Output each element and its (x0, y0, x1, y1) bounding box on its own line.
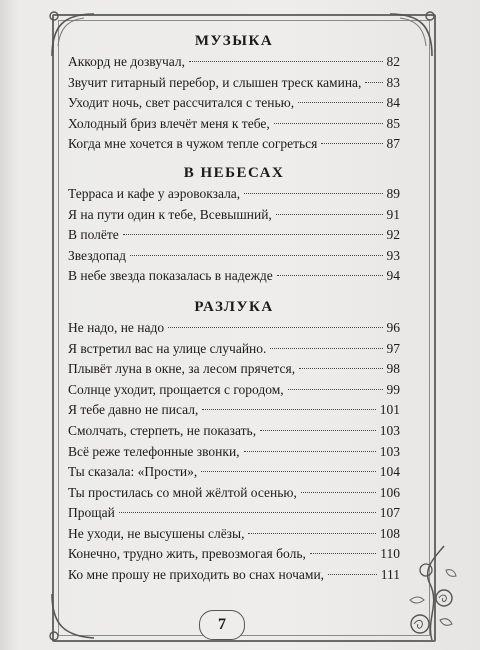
toc-entry-title: Я встретил вас на улице случайно. (68, 340, 267, 356)
toc-entry-page: 94 (386, 268, 400, 284)
dot-leader (288, 389, 383, 390)
dot-leader (260, 430, 376, 431)
toc-entry-title: Звучит гитарный перебор, и слышен треск камина, (68, 74, 362, 90)
rose-vine-icon (396, 540, 468, 646)
dot-leader (299, 368, 382, 369)
toc-entry-title: Ты простилась со мной жёлтой осенью, (68, 484, 297, 500)
toc-entry-page: 103 (379, 422, 400, 438)
section-title-music: МУЗЫКА (194, 33, 274, 49)
toc-entry[interactable] (68, 421, 400, 442)
toc-entry-page: 110 (380, 546, 400, 562)
page-number: 7 (199, 610, 245, 640)
toc-entry-title: Холодный бриз влечёт меня к тебе, (68, 115, 270, 131)
toc-entry[interactable] (68, 205, 400, 226)
dot-leader (298, 102, 382, 103)
toc-entry-title: Прощай (68, 505, 115, 521)
toc-entry-page: 96 (386, 319, 400, 335)
toc-entry[interactable] (68, 359, 400, 380)
toc-list-heavens (68, 184, 400, 287)
corner-flourish-icon (44, 590, 104, 646)
toc-entry[interactable] (68, 380, 400, 401)
section-title-parting: РАЗЛУКА (194, 298, 274, 315)
dot-leader (310, 553, 376, 554)
dot-leader (202, 409, 375, 410)
toc-entry-page: 106 (379, 484, 400, 500)
toc-entry[interactable] (68, 400, 400, 421)
dot-leader (201, 471, 376, 472)
toc-entry-page: 108 (379, 525, 400, 541)
dot-leader (276, 214, 383, 215)
toc-entry[interactable] (68, 483, 400, 504)
dot-leader (123, 234, 383, 235)
toc-entry[interactable] (68, 184, 400, 205)
dot-leader (248, 533, 375, 534)
toc-entry-page: 98 (386, 361, 400, 377)
toc-entry-page: 84 (386, 95, 400, 111)
toc-entry-title: Плывёт луна в окне, за лесом прячется, (68, 361, 296, 377)
toc-entry-title: Не надо, не надо (68, 319, 165, 335)
toc-entry[interactable] (68, 225, 400, 246)
toc-entry[interactable] (68, 114, 400, 135)
dot-leader (130, 255, 382, 256)
toc-entry[interactable] (68, 565, 400, 586)
toc-entry[interactable] (68, 442, 400, 463)
dot-leader (189, 61, 383, 62)
toc-entry-title: Уходит ночь, свет рассчитался с тенью, (68, 95, 295, 111)
section-title-heavens: В НЕБЕСАХ (183, 164, 285, 181)
toc-entry-page: 104 (379, 464, 400, 480)
toc-entry[interactable] (68, 503, 400, 524)
toc-entry[interactable] (68, 93, 400, 114)
toc-entry-page: 91 (386, 206, 400, 222)
dot-leader (274, 123, 383, 124)
toc-entry[interactable] (68, 524, 400, 545)
toc-entry[interactable] (68, 544, 400, 565)
toc-entry-page: 85 (386, 115, 400, 131)
dot-leader (244, 193, 382, 194)
dot-leader (168, 327, 382, 328)
dot-leader (321, 143, 382, 144)
dot-leader (119, 512, 376, 513)
toc-entry[interactable] (68, 339, 400, 360)
dot-leader (270, 348, 382, 349)
toc-entry-page: 89 (386, 185, 400, 201)
toc-entry-title: В полёте (68, 227, 119, 243)
toc-entry-page: 99 (386, 381, 400, 397)
toc-entry-title: Терраса и кафе у аэровокзала, (68, 185, 241, 201)
toc-entry-page: 83 (386, 74, 400, 90)
toc-entry-title: Смолчать, стерпеть, не показать, (68, 422, 257, 438)
toc-entry-title: Не уходи, не высушены слёзы, (68, 525, 245, 541)
toc-entry[interactable] (68, 266, 400, 287)
toc-entry-title: Ты сказала: «Прости», (68, 464, 198, 480)
toc-entry-page: 87 (386, 136, 400, 152)
toc-entry[interactable] (68, 246, 400, 267)
toc-entry-page: 101 (379, 402, 400, 418)
toc-list-parting (68, 318, 400, 586)
dot-leader (277, 275, 383, 276)
toc-entry-title: Ко мне прошу не приходить во снах ночами, (68, 567, 325, 583)
toc-entry[interactable] (68, 52, 400, 73)
toc-entry[interactable] (68, 134, 400, 155)
dot-leader (301, 492, 376, 493)
toc-entry[interactable] (68, 318, 400, 339)
dot-leader (328, 574, 377, 575)
toc-entry-title: Конечно, трудно жить, превозмогая боль, (68, 546, 306, 562)
toc-entry-title: Солнце уходит, прощается с городом, (68, 381, 284, 397)
toc-entry-title: Когда мне хочется в чужом тепле согреться (68, 136, 318, 152)
toc-entry-page: 82 (386, 54, 400, 69)
dot-leader (365, 82, 382, 83)
toc-entry-title: Я на пути один к тебе, Всевышний, (68, 206, 272, 222)
dot-leader (244, 451, 376, 452)
toc-entry[interactable] (68, 73, 400, 94)
table-of-contents (68, 30, 400, 586)
toc-list-music (68, 52, 400, 155)
toc-entry-page: 103 (379, 443, 400, 459)
toc-entry-title: Аккорд не дозвучал, (68, 54, 185, 69)
toc-entry-page: 97 (386, 340, 400, 356)
toc-entry[interactable] (68, 462, 400, 483)
toc-entry-title: В небе звезда показалась в надежде (68, 268, 273, 284)
toc-entry-page: 107 (379, 505, 400, 521)
toc-entry-title: Всё реже телефонные звонки, (68, 443, 240, 459)
toc-entry-title: Звездопад (68, 247, 127, 263)
toc-entry-page: 111 (380, 567, 400, 583)
toc-entry-title: Я тебе давно не писал, (68, 402, 199, 418)
toc-entry-page: 93 (386, 247, 400, 263)
toc-entry-page: 92 (386, 227, 400, 243)
